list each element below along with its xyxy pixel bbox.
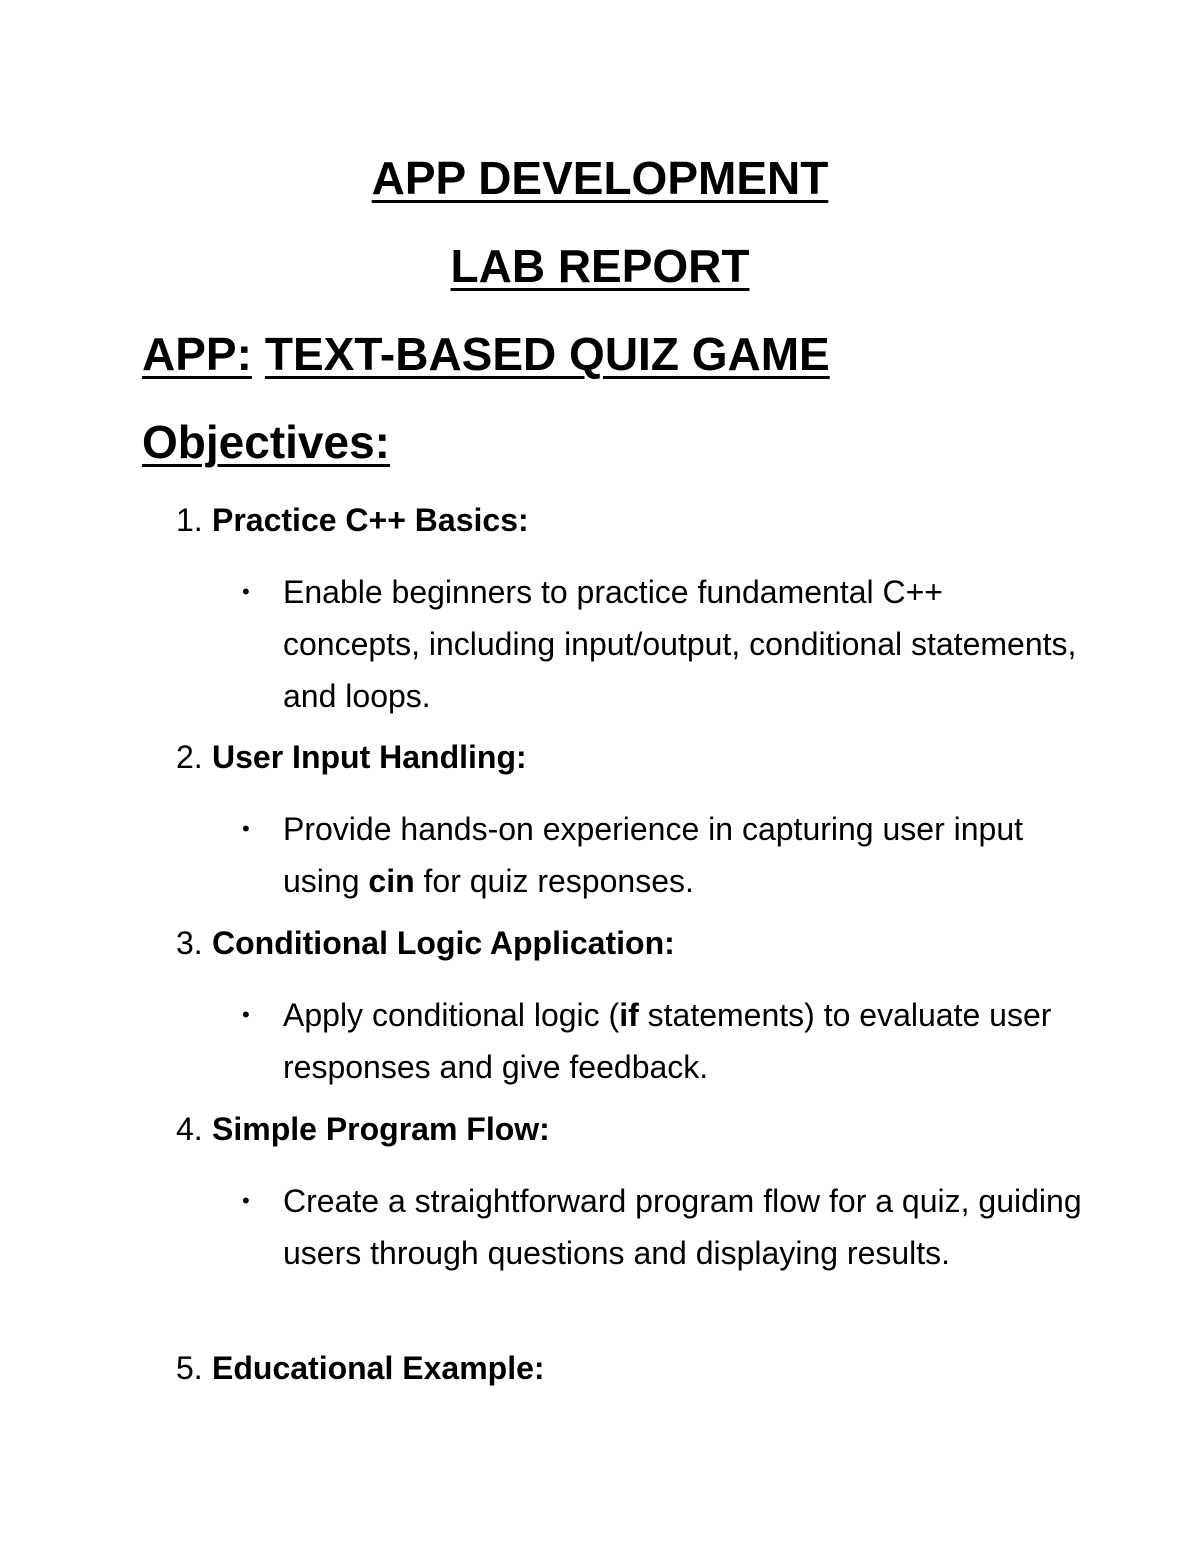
objective-number: 5. xyxy=(176,1350,203,1386)
bullet-icon: • xyxy=(242,816,250,841)
bullet-text-part: Apply conditional logic ( xyxy=(283,997,620,1033)
objective-number: 2. xyxy=(176,739,203,775)
objective-heading xyxy=(176,1109,1116,1149)
objective-item xyxy=(176,1109,1116,1279)
objective-bullet xyxy=(176,989,1083,1093)
document-subtitle: LAB REPORT xyxy=(450,240,750,292)
objective-bullet xyxy=(176,1175,1083,1279)
app-name-line xyxy=(142,326,830,382)
objective-item xyxy=(176,737,1116,907)
objective-title: User Input Handling: xyxy=(212,739,527,775)
bullet-code-term: if xyxy=(619,997,639,1033)
document-title: APP DEVELOPMENT xyxy=(371,152,829,204)
bullet-text-part: Provide hands-on experience in capturing user input using xyxy=(283,811,1024,899)
bullet-text-part: for quiz responses. xyxy=(414,863,694,899)
objective-heading xyxy=(176,1348,1116,1388)
app-label: APP: xyxy=(142,328,252,380)
bullet-icon: • xyxy=(242,1188,250,1213)
objective-item xyxy=(176,1348,1116,1388)
objective-heading xyxy=(176,500,1116,540)
objective-title: Simple Program Flow: xyxy=(212,1111,550,1147)
objective-number: 3. xyxy=(176,925,203,961)
objective-bullet xyxy=(176,566,1083,722)
bullet-text-part: statements) to evaluate user responses and give feedback. xyxy=(283,997,1052,1085)
objective-heading xyxy=(176,923,1116,963)
bullet-icon: • xyxy=(242,579,250,604)
bullet-code-term: cin xyxy=(368,863,415,899)
objective-title: Practice C++ Basics: xyxy=(212,502,529,538)
objective-title: Educational Example: xyxy=(212,1350,545,1386)
app-name: TEXT-BASED QUIZ GAME xyxy=(264,328,830,380)
bullet-text: Create a straightforward program flow for a quiz, guiding users through questions and displaying results. xyxy=(283,1183,1082,1271)
bullet-text: Enable beginners to practice fundamental C++ concepts, including input/output, conditional statements, and loops. xyxy=(283,574,1077,714)
objective-bullet xyxy=(176,803,1083,907)
bullet-text xyxy=(283,803,1083,907)
objective-item xyxy=(176,923,1116,1093)
objectives-heading: Objectives: xyxy=(142,416,390,468)
objective-number: 1. xyxy=(176,502,203,538)
objective-title: Conditional Logic Application: xyxy=(212,925,675,961)
objective-item xyxy=(176,500,1116,722)
bullet-icon: • xyxy=(242,1002,250,1027)
bullet-text xyxy=(283,989,1083,1093)
objective-number: 4. xyxy=(176,1111,203,1147)
objective-heading xyxy=(176,737,1116,777)
